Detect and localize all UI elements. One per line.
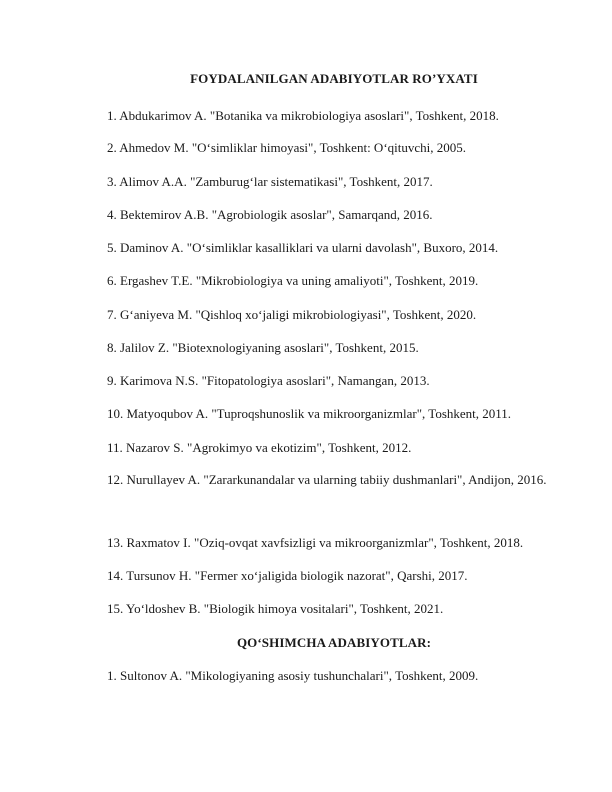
main-heading: FOYDALANILGAN ADABIYOTLAR RO’YXATI	[190, 71, 478, 86]
additional-reference-item: 1. Sultonov A. "Mikologiyaning asosiy tushunchalari", Toshkent, 2009.	[107, 668, 479, 683]
reference-item: 9. Karimova N.S. "Fitopatologiya asoslari", Namangan, 2013.	[107, 373, 430, 388]
reference-item: 4. Bektemirov A.B. "Agrobiologik asoslar", Samarqand, 2016.	[107, 207, 433, 222]
reference-item: 11. Nazarov S. "Agrokimyo va ekotizim", Toshkent, 2012.	[107, 440, 412, 455]
additional-heading: QO‘SHIMCHA ADABIYOTLAR:	[236, 635, 432, 650]
reference-item: 2. Ahmedov M. "O‘simliklar himoyasi", Toshkent: O‘qituvchi, 2005.	[107, 140, 466, 155]
reference-item: 10. Matyoqubov A. "Tuproqshunoslik va mikroorganizmlar", Toshkent, 2011.	[107, 406, 512, 421]
reference-item: 12. Nurullayev A. "Zararkunandalar va ularning tabiiy dushmanlari", Andijon, 2016.	[107, 472, 547, 487]
reference-item: 7. G‘aniyeva M. "Qishloq xo‘jaligi mikrobiologiyasi", Toshkent, 2020.	[107, 307, 477, 322]
reference-item: 6. Ergashev T.E. "Mikrobiologiya va uning amaliyoti", Toshkent, 2019.	[107, 273, 479, 288]
reference-item: 14. Tursunov H. "Fermer xo‘jaligida biologik nazorat", Qarshi, 2017.	[107, 568, 468, 583]
reference-item: 8. Jalilov Z. "Biotexnologiyaning asoslari", Toshkent, 2015.	[107, 340, 419, 355]
reference-item: 15. Yo‘ldoshev B. "Biologik himoya vositalari", Toshkent, 2021.	[107, 601, 444, 616]
reference-item: 1. Abdukarimov A. "Botanika va mikrobiologiya asoslari", Toshkent, 2018.	[107, 108, 499, 123]
reference-item: 3. Alimov A.A. "Zamburug‘lar sistematikasi", Toshkent, 2017.	[107, 174, 433, 189]
reference-item: 13. Raxmatov I. "Oziq-ovqat xavfsizligi va mikroorganizmlar", Toshkent, 2018.	[107, 535, 524, 550]
reference-item: 5. Daminov A. "O‘simliklar kasalliklari va ularni davolash", Buxoro, 2014.	[107, 240, 499, 255]
